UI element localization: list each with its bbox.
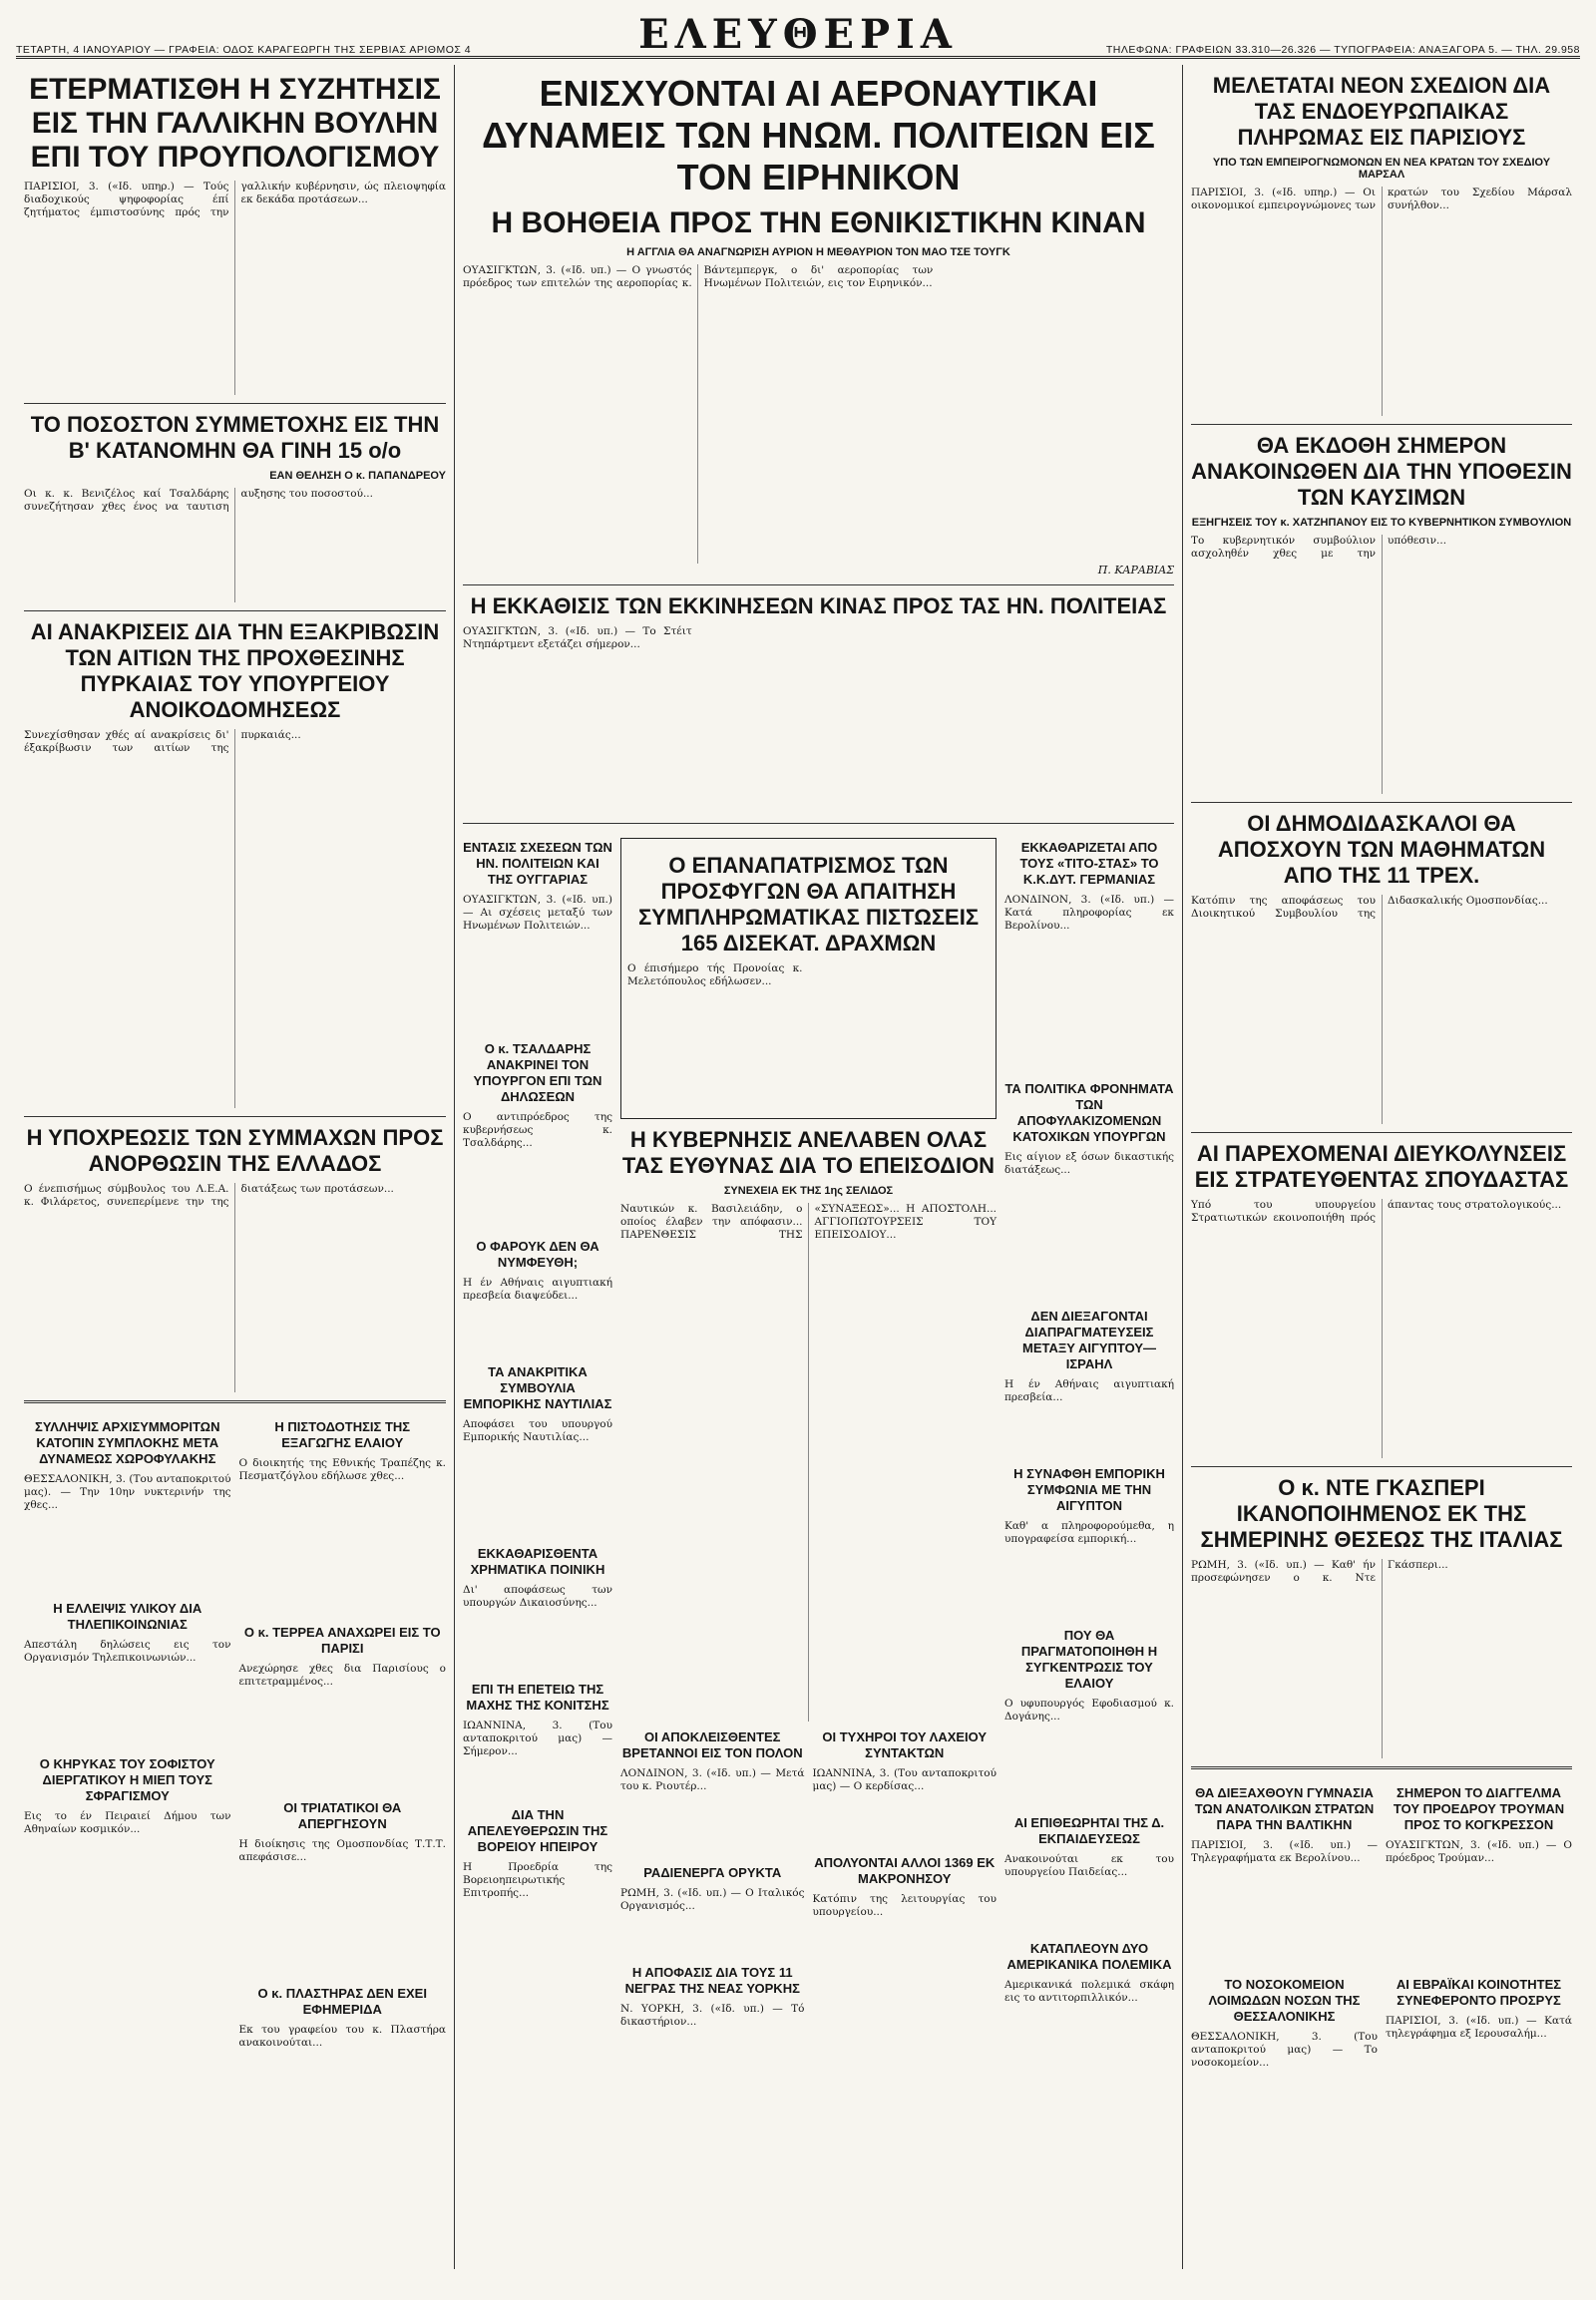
headline-inspectors: ΑΙ ΕΠΙΘΕΩΡΗΤΑΙ ΤΗΣ Δ. ΕΚΠΑΙΔΕΥΣΕΩΣ — [1013, 1815, 1165, 1846]
article-inspectors: Ανακοινούται εκ του υπουργείου Παιδείας... — [1004, 1853, 1174, 1879]
headline-fuel-case: ΘΑ ΕΚΔΟΘΗ ΣΗΜΕΡΟΝ ΑΝΑΚΟΙΝΩΘΕΝ ΔΙΑ ΤΗΝ ΥΠΟΘΕΣΙΝ ΤΩΝ ΚΑΥΣΙΜΩΝ — [1191, 433, 1572, 510]
headline-nursing-home: Ο ΚΗΡΥΚΑΣ ΤΟΥ ΣΟΦΙΣΤΟΥ ΔΙΕΡΓΑΤΙΚΟΥ Η ΜΙΕΠ ΤΟΥΣ ΣΦΡΑΓΙΣΜΟΥ — [39, 1756, 215, 1803]
article-tito-germany: ΛΟΝΔΙΝΟΝ, 3. («Ιδ. υπ.) — Κατά πληροφορίας εκ Βερολίνου... — [1004, 894, 1174, 933]
headline-terrea-paris: Ο κ. ΤΕΡΡΕΑ ΑΝΑΧΩΡΕΙ ΕΙΣ ΤΟ ΠΑΡΙΣΙ — [243, 1625, 441, 1656]
headline-baltic-exercises: ΘΑ ΔΙΕΞΑΧΘΟΥΝ ΓΥΜΝΑΣΙΑ ΤΩΝ ΑΝΑΤΟΛΙΚΩΝ ΣΤΡΑΤΩΝ ΠΑΡΑ ΤΗΝ ΒΑΛΤΙΚΗΝ — [1194, 1785, 1375, 1832]
subhead-marshall-plan: ΥΠΟ ΤΩΝ ΕΜΠΕΙΡΟΓΝΩΜΟΝΩΝ ΕΝ ΝΕΑ ΚΡΑΤΩΝ ΤΟΥ ΣΧΕΔΙΟΥ ΜΑΡΣΑΛ — [1212, 157, 1551, 181]
headline-farouk: Ο ΦΑΡΟΥΚ ΔΕΝ ΘΑ ΝΥΜΦΕΥΘΗ; — [476, 1239, 599, 1270]
right-bottom-briefs — [1191, 1777, 1572, 2150]
article-collaborator-ministers: Εις αίγιον εξ όσων δικαστικής διατάξεως... — [1004, 1151, 1174, 1177]
headline-participation-percentage: ΤΟ ΠΟΣΟΣΤΟΝ ΣΥΜΜΕΤΟΧΗΣ ΕΙΣ ΤΗΝ Β' ΚΑΤΑΝΟΜΗΝ ΘΑ ΓΙΝΗ 15 ο/ο — [30, 412, 440, 463]
article-makronisos: Κατόπιν της λειτουργίας του υπουργείου... — [812, 1893, 997, 1919]
article-air-forces: ΟΥΑΣΙΓΚΤΩΝ, 3. («Ιδ. υπ.) — Ο γνωστός πρόεδρος των επιτελών της αεροπορίας κ. Βάντεμπεργκ, ο δι' αεροπορίας των Ηνωμένων Πολιτειών, εις τον Ειρηνικόν... — [463, 264, 934, 290]
right-column — [1183, 65, 1580, 2269]
article-fire-investigation: Συνεχίσθησαν χθές αί ανακρίσεις δι' έξακρίβωσιν των αιτίων της πυρκαιάς... — [24, 729, 301, 755]
article-plastiras: Εκ του γραφείου του κ. Πλαστήρα ανακοινούται... — [238, 2024, 446, 2050]
headline-teachers-strike: ΟΙ ΔΗΜΟΔΙΔΑΣΚΑΛΟΙ ΘΑ ΑΠΟΣΧΟΥΝ ΤΩΝ ΜΑΘΗΜΑΤΩΝ ΑΠΟ ΤΗΣ 11 ΤΡΕΧ. — [1217, 811, 1546, 888]
article-baltic-exercises: ΠΑΡΙΣΙΟΙ, 3. («Ιδ. υπ.) — Τηλεγραφήματα εκ Βερολίνου... — [1191, 1839, 1378, 1865]
article-bandit-arrest: ΘΕΣΣΑΛΟΝΙΚΗ, 3. (Του ανταποκριτού μας). — Την 10ην νυκτερινήν της χθες... — [24, 1473, 231, 1512]
headline-bandit-arrest: ΣΥΛΛΗΨΙΣ ΑΡΧΙΣΥΜΜΟΡΙΤΩΝ ΚΑΤΟΠΙΝ ΣΥΜΠΛΟΚΗΣ ΜΕΤΑ ΔΥΝΑΜΕΩΣ ΧΩΡΟΦΥΛΑΚΗΣ — [35, 1419, 220, 1466]
article-participation: Οι κ. κ. Βενιζέλος καί Τσαλδάρης συνεζήτησαν χθες ένος να ταυτιση αυξησης του ποσοστού... — [24, 488, 373, 514]
headline-monetary-penalties: ΕΚΚΑΘΑΡΙΣΘΕΝΤΑ ΧΡΗΜΑΤΙΚΑ ΠΟΙΝΙΚΗ — [470, 1546, 605, 1577]
article-us-warships: Αμερικανικά πολεμικά σκάφη εις το αντιτορπιλλικόν... — [1004, 1979, 1174, 2005]
headline-lottery-winners: ΟΙ ΤΥΧΗΡΟΙ ΤΟΥ ΛΑΧΕΙΟΥ ΣΥΝΤΑΚΤΩΝ — [822, 1729, 988, 1760]
article-tsaldaris: Ο αντιπρόεδρος της κυβερνήσεως κ. Τσαλδάρης... — [463, 1111, 612, 1150]
headline-usa-hungary: ΕΝΤΑΣΙΣ ΣΧΕΣΕΩΝ ΤΩΝ ΗΝ. ΠΟΛΙΤΕΙΩΝ ΚΑΙ ΤΗΣ ΟΥΓΓΑΡΙΑΣ — [463, 840, 612, 887]
newspaper-page — [16, 10, 1580, 2274]
headline-hospital-thessaloniki: ΤΟ ΝΟΣΟΚΟΜΕΙΟΝ ΛΟΙΜΩΔΩΝ ΝΟΣΩΝ ΤΗΣ ΘΕΣΣΑΛΟΝΙΚΗΣ — [1208, 1977, 1361, 2024]
headline-makronisos: ΑΠΟΛΥΟΝΤΑΙ ΑΛΛΟΙ 1369 ΕΚ ΜΑΚΡΟΝΗΣΟΥ — [814, 1855, 996, 1886]
article-maritime-councils: Αποφάσει του υπουργού Εμπορικής Ναυτιλίας... — [463, 1418, 612, 1444]
article-nursing-home: Εις το έν Πειραιεί Δήμου των Αθηναίων κοσμικόν... — [24, 1810, 231, 1836]
article-allies-obligation: Ο ένεπισήμως σύμβουλος του Λ.Ε.Α. κ. Φιλάρετος, συνεπερίμενε την της διατάξεως των προτάσεων... — [24, 1183, 394, 1209]
byline-karavias: Π. ΚΑΡΑΒΙΑΣ — [1097, 564, 1174, 576]
newspaper-title: ΕΛΕΥΘΕΡΙΑ — [638, 11, 958, 58]
masthead — [16, 10, 1580, 59]
article-oil-concentration: Ο υφυπουργός Εφοδιασμού κ. Δογάνης... — [1004, 1698, 1174, 1724]
article-farouk: Η έν Αθήναις αιγυπτιακή πρεσβεία διαψεύδει... — [463, 1277, 612, 1303]
article-fuel-case: Το κυβερνητικόν συμβούλιον ασχοληθέν χθες με την υπόθεσιν... — [1191, 535, 1447, 561]
headline-student-soldiers: ΑΙ ΠΑΡΕΧΟΜΕΝΑΙ ΔΙΕΥΚΟΛΥΝΣΕΙΣ ΕΙΣ ΣΤΡΑΤΕΥΘΕΝΤΑΣ ΣΠΟΥΔΑΣΤΑΣ — [1194, 1141, 1569, 1192]
refugee-repatriation-box — [620, 838, 997, 1119]
headline-allies-obligation: Η ΥΠΟΧΡΕΩΣΙΣ ΤΩΝ ΣΥΜΜΑΧΩΝ ΠΡΟΣ ΑΝΟΡΘΩΣΙΝ ΤΗΣ ΕΛΛΑΔΟΣ — [26, 1125, 444, 1176]
article-oil-export: Ο διοικητής της Εθνικής Τραπέζης κ. Πεσματζόγλου εδήλωσε χθες... — [238, 1457, 446, 1483]
headline-oil-concentration: ΠΟΥ ΘΑ ΠΡΑΓΜΑΤΟΠΟΙΗΘΗ Η ΣΥΓΚΕΝΤΡΩΣΙΣ ΤΟΥ ΕΛΑΙΟΥ — [1020, 1628, 1158, 1691]
headline-french-budget: ΕΤΕΡΜΑΤΙΣΘΗ Η ΣΥΖΗΤΗΣΙΣ ΕΙΣ ΤΗΝ ΓΑΛΛΙΚΗΝ ΒΟΥΛΗΝ ΕΠΙ ΤΟΥ ΠΡΟΥΠΟΛΟΓΙΣΜΟΥ — [29, 73, 441, 174]
article-refugee-repatriation: Ο έπισήμερο τής Προνοίας κ. Μελετόπουλος εδήλωσεν... — [627, 962, 803, 988]
headline-maritime-councils: ΤΑ ΑΝΑΚΡΙΤΙΚΑ ΣΥΜΒΟΥΛΙΑ ΕΜΠΟΡΙΚΗΣ ΝΑΥΤΙΛΙΑΣ — [463, 1364, 612, 1411]
article-government-responsibility: Ναυτικών κ. Βασιλειάδην, ο οποίος έλαβεν την απόφασιν... ΠΑΡΕΝΘΕΣΙΣ ΤΗΣ «ΣΥΝΑΞΕΩΣ»... Η ΑΠΟΣΤΟΛΗ... ΑΓΓΙΟΠΩΤΟΥΡΣΕΙΣ ΤΟΥ ΕΠΕΙΣΟΔΙΟΥ... — [620, 1203, 997, 1242]
page-columns — [16, 65, 1580, 2269]
article-european-payments: ΠΑΡΙΣΙΟΙ, 3. («Ιδ. υπηρ.) — Οι οικονομικοί εμπειρογνώμονες των κρατών του Σχεδίου Μάρσαλ συνήλθον... — [1191, 187, 1572, 212]
headline-air-forces: ΕΝΙΣΧΥΟΝΤΑΙ ΑΙ ΑΕΡΟΝΑΥΤΙΚΑΙ ΔΥΝΑΜΕΙΣ ΤΩΝ ΗΝΩΜ. ΠΟΛΙΤΕΙΩΝ ΕΙΣ ΤΟΝ ΕΙΡΗΝΙΚΟΝ — [482, 73, 1155, 197]
article-konitsa: ΙΩΑΝΝΙΝΑ, 3. (Του ανταποκριτού μας) — Σήμερον... — [463, 1720, 612, 1758]
subhead-chatzipanou: ΕΞΗΓΗΣΕΙΣ ΤΟΥ κ. ΧΑΤΖΗΠΑΝΟΥ ΕΙΣ ΤΟ ΚΥΒΕΡΝΗΤΙΚΟΝ ΣΥΜΒΟΥΛΙΟΝ — [1191, 517, 1572, 529]
headline-china-usa: Η ΕΚΚΑΘΙΣΙΣ ΤΩΝ ΕΚΚΙΝΗΣΕΩΝ ΚΙΝΑΣ ΠΡΟΣ ΤΑΣ ΗΝ. ΠΟΛΙΤΕΙΑΣ — [470, 593, 1167, 618]
article-monetary-penalties: Δι' αποφάσεως των υπουργών Δικαιοσύνης... — [463, 1584, 612, 1610]
headline-fire-investigation: ΑΙ ΑΝΑΚΡΙΣΕΙΣ ΔΙΑ ΤΗΝ ΕΞΑΚΡΙΒΩΣΙΝ ΤΩΝ ΑΙΤΙΩΝ ΤΗΣ ΠΡΟΧΘΕΣΙΝΗΣ ΠΥΡΚΑΙΑΣ ΤΟΥ ΥΠΟΥΡΓΕΙΟΥ ΑΝΟΙΚΟΔΟΜΗΣΕΩΣ — [30, 619, 440, 722]
article-hospital-thessaloniki: ΘΕΣΣΑΛΟΝΙΚΗ, 3. (Του ανταποκριτού μας) — Το νοσοκομείον... — [1191, 2031, 1378, 2070]
headline-tsaldaris: Ο κ. ΤΣΑΛΔΑΡΗΣ ΑΝΑΚΡΙΝΕΙ ΤΟΝ ΥΠΟΥΡΓΟΝ ΕΠΙ ΤΩΝ ΔΗΛΩΣΕΩΝ — [473, 1041, 602, 1104]
headline-refugee-repatriation: Ο ΕΠΑΝΑΠΑΤΡΙΣΜΟΣ ΤΩΝ ΠΡΟΣΦΥΓΩΝ ΘΑ ΑΠΑΙΤΗΣΗ ΣΥΜΠΛΗΡΩΜΑΤΙΚΑΣ ΠΙΣΤΩΣΕΙΣ 165 ΔΙΣΕΚΑΤ. ΔΡΑΧΜΩΝ — [637, 853, 980, 956]
article-jewish-communities: ΠΑΡΙΣΙΟΙ, 3. («Ιδ. υπ.) — Κατά τηλεγράφημα εξ Ιερουσαλήμ... — [1386, 2015, 1572, 2041]
masthead-phones: ΤΗΛΕΦΩΝΑ: ΓΡΑΦΕΙΩΝ 33.310—26.326 — ΤΥΠΟΓΡΑΦΕΙΑ: ΑΝΑΞΑΓΟΡΑ 5. — ΤΗΛ. 29.958 — [1105, 44, 1580, 56]
subhead-continuation: ΣΥΝΕΧΕΙΑ ΕΚ ΤΗΣ 1ης ΣΕΛΙΔΟΣ — [723, 1185, 894, 1197]
article-teachers-strike: Κατόπιν της αποφάσεως του Διοικητικού Συμβουλίου της Διδασκαλικής Ομοσπονδίας... — [1191, 895, 1548, 921]
left-column — [16, 65, 455, 2269]
article-telecom-shortage: Απεστάλη δηλώσεις εις τον Οργανισμόν Τηλεπικοινωνιών... — [24, 1639, 231, 1665]
headline-truman-message: ΣΗΜΕΡΟΝ ΤΟ ΔΙΑΓΓΕΛΜΑ ΤΟΥ ΠΡΟΕΔΡΟΥ ΤΡΟΥΜΑΝ ΠΡΟΣ ΤΟ ΚΟΓΚΡΕΣΣΟΝ — [1393, 1785, 1565, 1832]
headline-tito-germany: ΕΚΚΑΘΑΡΙΖΕΤΑΙ ΑΠΟ ΤΟΥΣ «ΤΙΤΟ-ΣΤΑΣ» ΤΟ Κ.Κ.ΔΥΤ. ΓΕΡΜΑΝΙΑΣ — [1019, 840, 1159, 887]
headline-eleven-negroes: Η ΑΠΟΦΑΣΙΣ ΔΙΑ ΤΟΥΣ 11 ΝΕΓΡΑΣ ΤΗΣ ΝΕΑΣ ΥΟΡΚΗΣ — [624, 1965, 800, 1996]
masthead-date-address: ΤΕΤΑΡΤΗ, 4 ΙΑΝΟΥΑΡΙΟΥ — ΓΡΑΦΕΙΑ: ΟΔΟΣ ΚΑΡΑΓΕΩΡΓΗ ΤΗΣ ΣΕΡΒΙΑΣ ΑΡΙΘΜΟΣ 4 — [16, 44, 472, 56]
article-usa-hungary: ΟΥΑΣΙΓΚΤΩΝ, 3. («Ιδ. υπ.) — Αι σχέσεις μεταξύ των Ηνωμένων Πολιτειών... — [463, 894, 612, 933]
article-terrea-paris: Ανεχώρησε χθες δια Παρισίους ο επιτετραμμένος... — [238, 1663, 446, 1689]
headline-telecom-shortage: Η ΕΛΛΕΙΨΙΣ ΥΛΙΚΟΥ ΔΙΑ ΤΗΛΕΠΙΚΟΙΝΩΝΙΑΣ — [53, 1601, 202, 1632]
article-truman-message: ΟΥΑΣΙΓΚΤΩΝ, 3. («Ιδ. υπ.) — Ο πρόεδρος Τρούμαν... — [1386, 1839, 1572, 1865]
headline-konitsa: ΕΠΙ ΤΗ ΕΠΕΤΕΙΩ ΤΗΣ ΜΑΧΗΣ ΤΗΣ ΚΟΝΙΤΣΗΣ — [466, 1682, 609, 1713]
subhead-mao-recognition: Η ΑΓΓΛΙΑ ΘΑ ΑΝΑΓΝΩΡΙΣΗ ΑΥΡΙΟΝ Η ΜΕΘΑΥΡΙΟΝ ΤΟΝ ΜΑΟ ΤΣΕ ΤΟΥΓΚ — [626, 246, 1010, 258]
headline-us-warships: ΚΑΤΑΠΛΕΟΥΝ ΔΥΟ ΑΜΕΡΙΚΑΝΙΚΑ ΠΟΛΕΜΙΚΑ — [1006, 1941, 1172, 1972]
article-french-budget: ΠΑΡΙΣΙΟΙ, 3. («Ιδ. υπηρ.) — Τούς διαδοχικούς ψηφοφορίας έπί ζητήματος έμπιστοσύνης πρός την γαλλικήν κυβέρνησιν, ώς πλειοψηφία εκ δεκάδα προτάσεων... — [24, 181, 446, 219]
headline-jewish-communities: ΑΙ ΕΒΡΑΪΚΑΙ ΚΟΙΝΟΤΗΤΕΣ ΣΥΝΕΦΕΡΟΝΤΟ ΠΡΟΣΡΥΣ — [1396, 1977, 1562, 2008]
headline-northern-epirus: ΔΙΑ ΤΗΝ ΑΠΕΛΕΥΘΕΡΩΣΙΝ ΤΗΣ ΒΟΡΕΙΟΥ ΗΠΕΙΡΟΥ — [467, 1807, 608, 1854]
headline-telegraph-strike: ΟΙ ΤΡΙΑΤΑΤΙΚΟΙ ΘΑ ΑΠΕΡΓΗΣΟΥΝ — [283, 1800, 402, 1831]
headline-oil-export: Η ΠΙΣΤΟΔΟΤΗΣΙΣ ΤΗΣ ΕΞΑΓΩΓΗΣ ΕΛΑΙΟΥ — [274, 1419, 411, 1450]
article-british-pole: ΛΟΝΔΙΝΟΝ, 3. («Ιδ. υπ.) — Μετά του κ. Ριουτέρ... — [620, 1767, 805, 1793]
headline-government-responsibility: Η ΚΥΒΕΡΝΗΣΙΣ ΑΝΕΛΑΒΕΝ ΟΛΑΣ ΤΑΣ ΕΥΘΥΝΑΣ ΔΙΑ ΤΟ ΕΠΕΙΣΟΔΙΟΝ — [621, 1127, 996, 1178]
headline-egypt-trade: Η ΣΥΝΑΦΘΗ ΕΜΠΟΡΙΚΗ ΣΥΜΦΩΝΙΑ ΜΕ ΤΗΝ ΑΙΓΥΠΤΟΝ — [1013, 1466, 1165, 1513]
subhead-papandreou: ΕΑΝ ΘΕΛΗΣΗ Ο κ. ΠΑΠΑΝΔΡΕΟΥ — [269, 470, 446, 482]
headline-plastiras: Ο κ. ΠΛΑΣΤΗΡΑΣ ΔΕΝ ΕΧΕΙ ΕΦΗΜΕΡΙΔΑ — [257, 1986, 427, 2017]
headline-british-pole: ΟΙ ΑΠΟΚΛΕΙΣΘΕΝΤΕΣ ΒΡΕΤΑΝΝΟΙ ΕΙΣ ΤΟΝ ΠΟΛΟΝ — [621, 1729, 803, 1760]
headline-radioactive-minerals: ΡΑΔΙΕΝΕΡΓΑ ΟΡΥΚΤΑ — [643, 1865, 782, 1880]
article-eleven-negroes: Ν. ΥΟΡΚΗ, 3. («Ιδ. υπ.) — Τό δικαστήριον... — [620, 2003, 805, 2029]
headline-egypt-israel: ΔΕΝ ΔΙΕΞΑΓΟΝΤΑΙ ΔΙΑΠΡΑΓΜΑΤΕΥΣΕΙΣ ΜΕΤΑΞΥ ΑΙΓΥΠΤΟΥ—ΙΣΡΑΗΛ — [1021, 1309, 1157, 1371]
headline-de-gasperi: Ο κ. ΝΤΕ ΓΚΑΣΠΕΡΙ ΙΚΑΝΟΠΟΙΗΜΕΝΟΣ ΕΚ ΤΗΣ ΣΗΜΕΡΙΝΗΣ ΘΕΣΕΩΣ ΤΗΣ ΙΤΑΛΙΑΣ — [1200, 1475, 1563, 1552]
article-lottery-winners: ΙΩΑΝΝΙΝΑ, 3. (Του ανταποκριτού μας) — Ο κερδίσας... — [812, 1767, 997, 1793]
article-student-soldiers: Υπό του υπουργείου Στρατιωτικών εκοινοποιήθη πρός άπαντας τους στρατολογικούς... — [1191, 1199, 1562, 1225]
headline-collaborator-ministers: ΤΑ ΠΟΛΙΤΙΚΑ ΦΡΟΝΗΜΑΤΑ ΤΩΝ ΑΠΟΦΥΛΑΚΙΖΟΜΕΝΩΝ ΚΑΤΟΧΙΚΩΝ ΥΠΟΥΡΓΩΝ — [1004, 1081, 1174, 1144]
center-column — [455, 65, 1183, 2269]
left-bottom-briefs — [24, 1411, 446, 2109]
article-de-gasperi: ΡΩΜΗ, 3. («Ιδ. υπ.) — Καθ' ήν προσεφώνησεν ο κ. Ντε Γκάσπερι... — [1191, 1559, 1448, 1585]
center-lower-section — [463, 832, 1174, 2093]
article-egypt-trade: Καθ' α πληροφορούμεθα, η υπογραφείσα εμπορική... — [1004, 1520, 1174, 1546]
headline-european-payments: ΜΕΛΕΤΑΤΑΙ ΝΕΟΝ ΣΧΕΔΙΟΝ ΔΙΑ ΤΑΣ ΕΝΔΟΕΥΡΩΠΑΙΚΑΣ ΠΛΗΡΩΜΑΣ ΕΙΣ ΠΑΡΙΣΙΟΥΣ — [1212, 73, 1551, 150]
article-egypt-israel: Η έν Αθήναις αιγυπτιακή πρεσβεία... — [1004, 1378, 1174, 1404]
center-bottom-briefs — [620, 1722, 997, 2093]
article-northern-epirus: Η Προεδρία της Βορειοηπειρωτικής Επιτροπής... — [463, 1861, 612, 1900]
article-china-usa: ΟΥΑΣΙΓΚΤΩΝ, 3. («Ιδ. υπ.) — Το Στέιτ Ντηπάρτμεντ εξετάζει σήμερον... — [463, 625, 692, 651]
article-telegraph-strike: Η διοίκησις της Ομοσπονδίας Τ.Τ.Τ. απεφάσισε... — [238, 1838, 446, 1864]
article-radioactive-minerals: ΡΩΜΗ, 3. («Ιδ. υπ.) — Ο Ιταλικός Οργανισμός... — [620, 1887, 805, 1913]
headline-nationalist-china: Η ΒΟΗΘΕΙΑ ΠΡΟΣ ΤΗΝ ΕΘΝΙΚΙΣΤΙΚΗΝ ΚΙΝΑΝ — [491, 206, 1146, 239]
